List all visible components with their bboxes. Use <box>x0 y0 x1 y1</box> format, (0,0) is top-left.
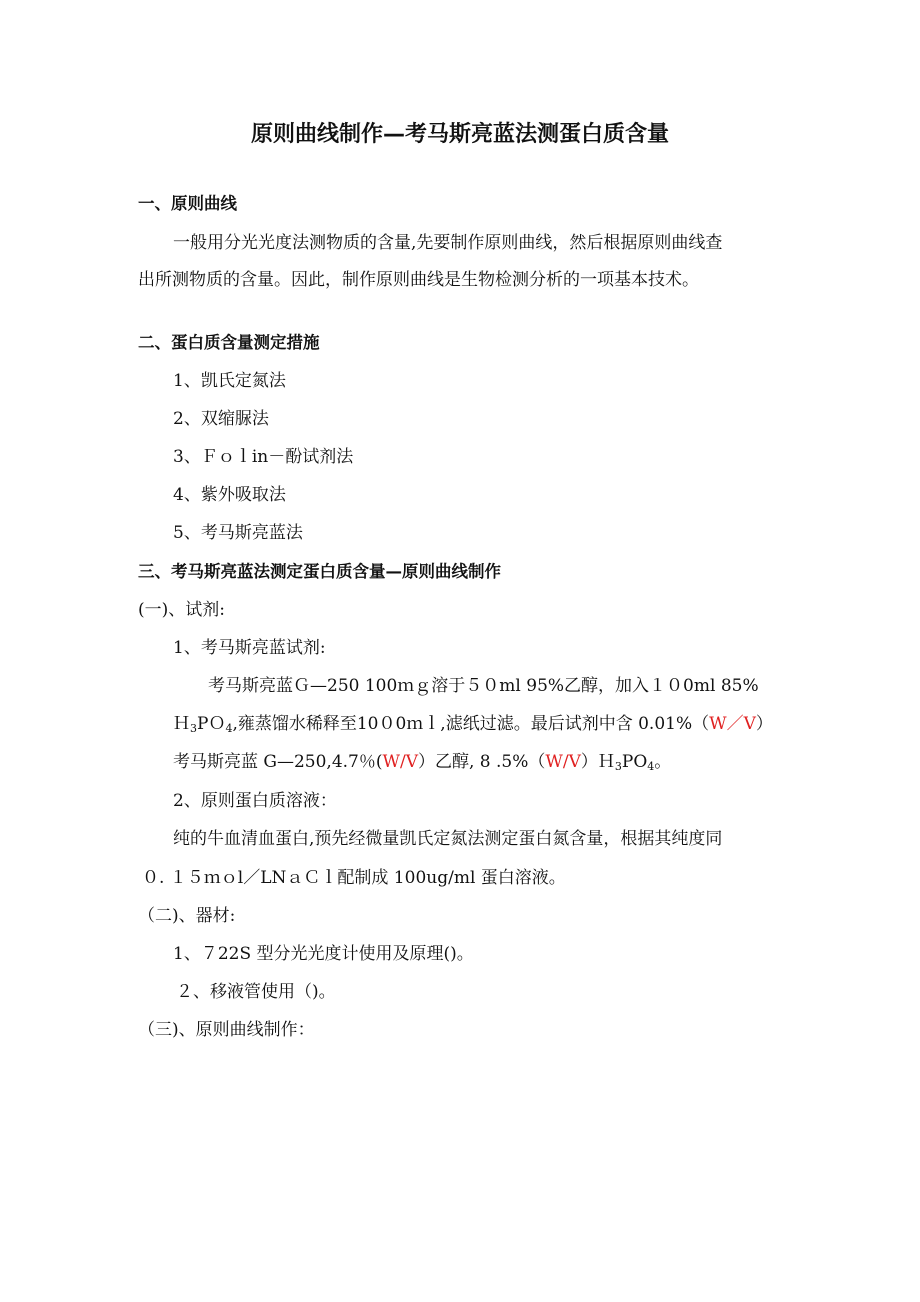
highlight-wv: W/V <box>545 752 581 772</box>
section1-heading: 一、原则曲线 <box>138 194 237 213</box>
method-item-5: 5、考马斯亮蓝法 <box>173 523 303 543</box>
subscript: 3 <box>614 760 622 773</box>
method-item-2: 2、双缩脲法 <box>173 409 269 429</box>
highlight-wv: W/V <box>382 752 418 772</box>
subscript: 4 <box>647 760 655 773</box>
method-item-1: 1、凯氏定氮法 <box>173 371 286 391</box>
text-run: ）乙醇, 8 .5%（ <box>418 752 546 772</box>
equipment-item-2: ２、移液管使用（)。 <box>176 982 336 1002</box>
subscript: 4 <box>225 722 233 735</box>
section2-heading: 二、蛋白质含量测定措施 <box>138 333 320 352</box>
text-run: ） <box>755 714 773 734</box>
section1-para-line2: 出所测物质的含量。因此，制作原则曲线是生物检测分析的一项基本技术。 <box>138 270 699 290</box>
method-item-3: 3、Ｆｏｌin－酚试剂法 <box>173 447 354 467</box>
reagent2-line1: 纯的牛血清血蛋白,预先经微量凯氏定氮法测定蛋白氮含量，根据其纯度同 <box>173 829 723 849</box>
text-run: Ｈ <box>173 714 190 734</box>
text-run: ）Ｈ <box>580 752 615 772</box>
reagents-label: (一)、试剂: <box>138 600 225 620</box>
text-run: ,雍蒸馏水稀释至10０0ｍｌ,滤纸过滤。最后试剂中含 0.01%（ <box>232 714 710 734</box>
text-run: PＯ <box>197 714 226 734</box>
highlight-wv: W／V <box>709 714 756 734</box>
reagent1-line1: 考马斯亮蓝Ｇ—250 100ｍｇ溶于５０ml 95%乙醇，加入１０0ml 85% <box>208 676 759 696</box>
text-run: 。 <box>654 752 672 772</box>
reagent2-label: 2、原则蛋白质溶液： <box>173 791 337 811</box>
reagent2-line2: ０. １５ｍｏl／LNａＣｌ配制成 100ug/ml 蛋白溶液。 <box>142 868 566 888</box>
equipment-item-1: 1、７22S 型分光光度计使用及原理()。 <box>173 944 474 964</box>
standard-curve-label: （三)、原则曲线制作： <box>138 1020 315 1040</box>
section3-heading: 三、考马斯亮蓝法测定蛋白质含量—原则曲线制作 <box>138 562 501 581</box>
text-run: PO <box>621 752 648 772</box>
reagent1-line2 <box>173 712 773 736</box>
equipment-label: （二)、器材: <box>138 906 236 926</box>
reagent1-label: 1、考马斯亮蓝试剂: <box>173 638 326 658</box>
subscript: 3 <box>190 722 197 735</box>
reagent1-line3 <box>173 750 671 774</box>
text-run: 考马斯亮蓝 G—250,4.7％( <box>173 752 383 772</box>
page-title: 原则曲线制作—考马斯亮蓝法测蛋白质含量 <box>250 122 669 147</box>
section1-para-line1: 一般用分光光度法测物质的含量,先要制作原则曲线，然后根据原则曲线查 <box>173 233 723 253</box>
method-item-4: 4、紫外吸取法 <box>173 485 286 505</box>
